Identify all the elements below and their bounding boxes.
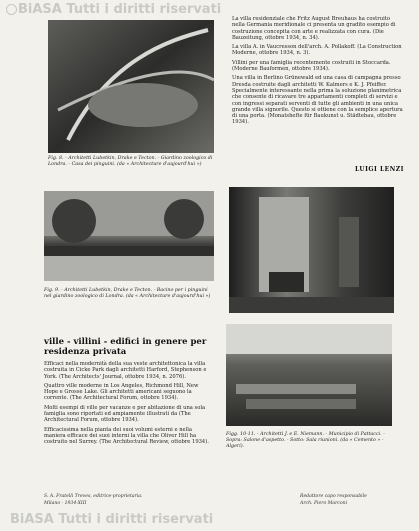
footer-editor-name: Arch. Piero Marconi [300,501,348,506]
paragraph: Una villa in Berlino Grünewald ed una casa di campagna presso Dresda costruite dagli architetti W. Kalmers e K. J. Pfeiffer. Specialmente interessante nella prima la soluzione planimetrica che consente di ricavare tre appartamenti completi di servizi e con ingressi separati serventi di tutte gli ambienti in una unica grande villa signorile. Questo si ottiene con la semplice apertura di una porta. (Monatshefte für Baukunst u. Städtebau, ottobre 1934). [232,75,403,126]
paragraph: Quattro ville moderne in Los Angeles, Richmond Hill, New Hope e Grosse Lake. Gli architetti americani seguono la corrente. (The Architectural Forum, ottobre 1934). [44,382,199,402]
watermark-bottom: BiASA Tutti i diritti riservati [10,512,214,527]
photo-p3-shapes [229,187,394,313]
photo-penguin-pool [44,191,214,281]
paragraph: Efficaci nella modernità della sua veste architettonica la villa costruita in Cicke Park dagli architetti Harford, Stephenson e York. (The Architects' Journal, ottobre 1934, n. 2076). [44,361,207,380]
paragraph: La villa residenziale che Fritz August Breuhaus ha costruito nella Germania meridionale ci presenta un gradito esempio di costruzione concepita con arte e realizzata con cura. (Die Bauzeitung, ottobre 1934, n. 34). [232,16,396,41]
right-column-text [232,16,404,129]
section-heading: ville - villini - edifici in genere per residenza privata [44,337,207,357]
paragraph: Villini per una famiglia recentemente costruiti in Stoccarda. (Moderne Bauformen, ottobre 1934). [232,59,391,73]
paragraph: Efficacissima nella pianta dei suoi volumi esterni e nella maniera efficace dei suoi interni la villa che Oliver Hill ha costruito nel Surrey. (The Architectural Review, ottobre 1934). [44,426,209,446]
caption-fig10: Figg. 10-11. - Architetti J. e E. Niemann. - Municipio di Pattacci. - Sopra: Salone d'aspetto. - Sotto: Sala riunioni. (da « Cemento » - Algeri). [226,432,385,449]
footer-editor-role: Redattore capo responsabile [300,494,367,499]
photo-villa-interior [229,187,394,313]
caption-fig9: Fig. 9. - Architetti Lubetkin, Drake e Tecton. - Bacino per i pinguini nel giardino zoologico di Londra. (da « Architecture d'aujourd'hui ») [44,288,211,299]
footer-city: Milano - 1934-XIII [44,501,87,506]
photo-p1-shapes [48,20,214,153]
footer-publisher: S. A. Fratelli Treves, editrice-proprietaria. [44,494,143,499]
paragraph: La villa A. in Vaucresson dell'arch. A. Pollakoff. (La Construction Moderne, ottobre 1934, n. 3). [232,44,402,57]
photo-p2-shapes [44,191,214,281]
photo-p4-shapes [226,324,392,426]
left-column-text [44,361,214,449]
author-signature: LUIGI LENZI [355,166,404,173]
watermark-top: BiASA Tutti i diritti riservati [18,2,222,17]
caption-fig8: Fig. 8. - Architetti Lubetkin, Drake e Tecton. - Giardino zoologico di Londra. - Casa dei pinguini. (da « Architecture d'aujourd'hui ») [48,156,213,167]
photo-penguin-house [48,20,214,153]
photo-municipio-hall [226,324,392,426]
paragraph: Molti esempi di ville per vacanze e per abitazione di una sola famiglia sono riportati ed ampiamente illustrati da (The Architectural Forum, ottobre 1934). [44,404,206,424]
